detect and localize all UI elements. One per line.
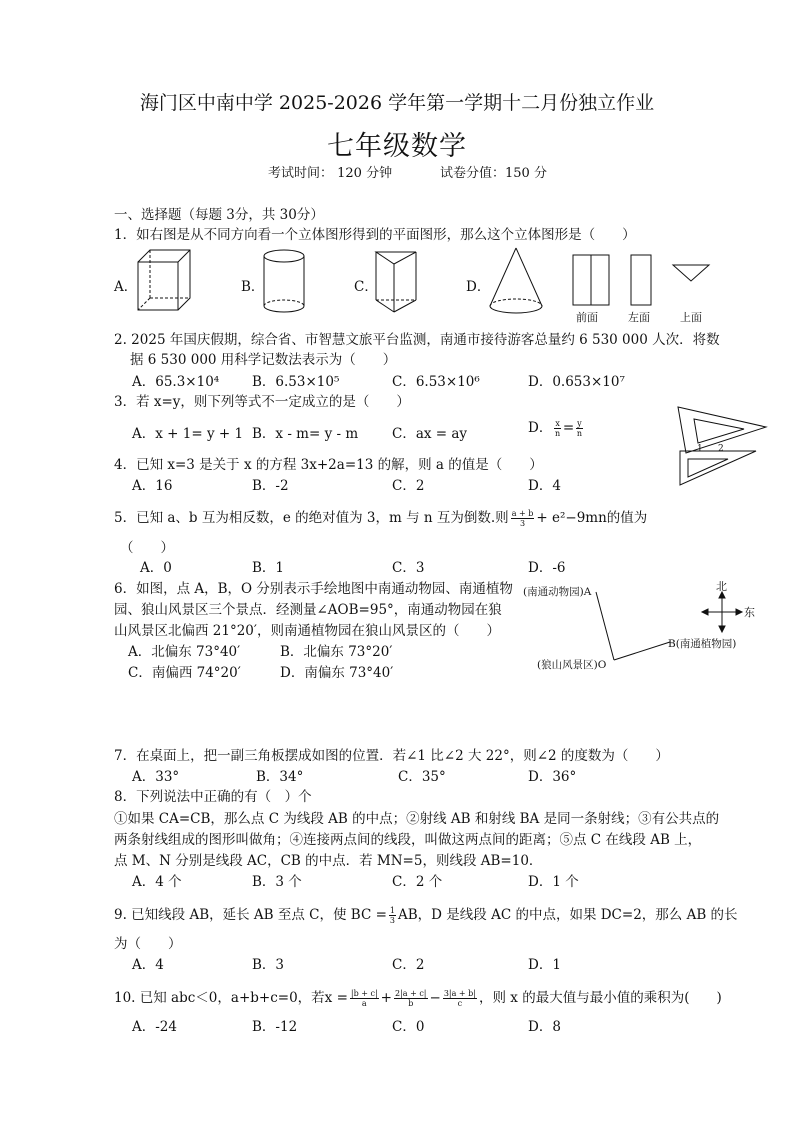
q1-option-a-label: A． bbox=[114, 279, 138, 295]
q6-line2: 园、狼山风景区三个景点．经测量∠AOB=95°，南通动物园在狼 bbox=[114, 602, 502, 618]
exam-title: 海门区中南中学 2025-2026 学年第一学期十二月份独立作业 bbox=[139, 92, 655, 114]
q5-option-c: C．3 bbox=[392, 560, 425, 576]
q5-stem-b: + e²−9mn的值为 bbox=[536, 510, 648, 526]
prism-figure bbox=[372, 248, 422, 316]
q10-stem-b: ，则 x 的最大值与最小值的乘积为( ) bbox=[479, 990, 722, 1006]
q1-option-c-label: C． bbox=[354, 279, 378, 295]
view-left-label: 左面 bbox=[628, 311, 650, 324]
three-views-figure bbox=[571, 253, 711, 307]
q10-option-c: C．0 bbox=[392, 1019, 425, 1035]
q10-option-a: A．-24 bbox=[132, 1019, 177, 1035]
q8-line1: ①如果 CA=CB，那么点 C 为线段 AB 的中点；②射线 AB 和射线 BA 是同一条射线；③有公共点的 bbox=[114, 811, 720, 827]
q5-option-b: B．1 bbox=[252, 560, 285, 576]
q10-fraction-3: $\frac{3|a + b|}{c}$ bbox=[443, 989, 476, 1008]
q10-fraction-2: $\frac{2|a + c|}{b}$ bbox=[394, 989, 427, 1008]
q8-line3: 点 M、N 分别是线段 AC，CB 的中点．若 MN=5，则线段 AB=10． bbox=[114, 853, 543, 869]
east-label: 东 bbox=[744, 606, 755, 619]
q4-option-c: C．2 bbox=[392, 478, 425, 494]
q3-d-prefix: D． bbox=[528, 420, 553, 436]
q3-stem: 3．若 x=y，则下列等式不一定成立的是（ ） bbox=[114, 394, 410, 410]
view-front-label: 前面 bbox=[576, 311, 598, 324]
q9-option-c: C．2 bbox=[392, 957, 425, 973]
q4-stem: 4．已知 x=3 是关于 x 的方程 3x+2a=13 的解，则 a 的值是（ ） bbox=[114, 457, 543, 473]
q9-stem-b: AB，D 是线段 AC 的中点，如果 DC=2，那么 AB 的长 bbox=[398, 907, 738, 923]
cube-figure bbox=[136, 248, 196, 314]
q3-option-a: A．x + 1= y + 1 bbox=[132, 426, 244, 442]
point-b-label: B(南通植物园) bbox=[668, 638, 737, 650]
q2-option-d: D．0.653×10⁷ bbox=[528, 374, 625, 390]
q5-stem-a: 5．已知 a、b 互为相反数，e 的绝对值为 3，m 与 n 互为倒数.则 bbox=[114, 510, 509, 526]
q2-line1: 2. 2025 年国庆假期，综合省、市智慧文旅平台监测，南通市接待游客总量约 6 530 000 人次．将数 bbox=[114, 332, 720, 348]
q6-option-d: D．南偏东 73°40′ bbox=[280, 665, 394, 681]
north-label: 北 bbox=[716, 580, 727, 593]
q6-option-a: A．北偏东 73°40′ bbox=[128, 644, 241, 660]
q8-option-b: B．3 个 bbox=[252, 874, 302, 890]
q8-option-d: D．1 个 bbox=[528, 874, 579, 890]
q7-option-a: A．33° bbox=[132, 769, 180, 785]
exam-score: 试卷分值：150 分 bbox=[440, 166, 547, 181]
cone-figure bbox=[488, 246, 544, 318]
q2-line2: 据 6 530 000 用科学记数法表示为（ ） bbox=[130, 352, 397, 368]
q7-stem: 7．在桌面上，把一副三角板摆成如图的位置．若∠1 比∠2 大 22°，则∠2 的度数为（ ） bbox=[114, 748, 669, 764]
q9-option-b: B．3 bbox=[252, 957, 285, 973]
q4-option-b: B．-2 bbox=[252, 478, 289, 494]
q4-option-a: A．16 bbox=[132, 478, 173, 494]
q8-stem: 8．下列说法中正确的有（ ）个 bbox=[114, 789, 312, 805]
q8-option-c: C．2 个 bbox=[392, 874, 443, 890]
q9-stem-a: 9. 已知线段 AB，延长 AB 至点 C，使 BC = bbox=[114, 907, 387, 923]
view-top-label: 上面 bbox=[680, 311, 702, 324]
q3-option-c: C．ax = ay bbox=[392, 426, 468, 442]
map-figure bbox=[594, 590, 674, 662]
q4-option-d: D．4 bbox=[528, 478, 561, 494]
q5-fraction: $\frac{a + b}{3}$ bbox=[511, 509, 534, 528]
exam-subject: 七年级数学 bbox=[327, 131, 467, 162]
q6-line3: 山风景区北偏西 21°20′，则南通植物园在狼山风景区的（ ） bbox=[114, 623, 500, 639]
point-o-label: (狼山风景区)O bbox=[537, 659, 607, 671]
q2-option-b: B．6.53×10⁵ bbox=[252, 374, 340, 390]
q10-plus: + bbox=[380, 990, 392, 1006]
q10-stem bbox=[114, 986, 722, 1008]
q8-line2: 两条射线组成的图形叫做角；④连接两点间的线段，叫做这两点间的距离；⑤点 C 在线段 AB 上， bbox=[114, 832, 702, 848]
angle-1-label: 1 bbox=[697, 444, 703, 454]
q5-stem bbox=[114, 506, 647, 528]
q6-option-b: B．北偏东 73°20′ bbox=[280, 644, 393, 660]
q1-stem: 1．如右图是从不同方向看一个立体图形得到的平面图形，那么这个立体图形是（ ） bbox=[114, 227, 636, 243]
cylinder-figure bbox=[262, 248, 308, 316]
q9-fraction: $\frac{1}{3}$ bbox=[389, 906, 395, 925]
q9-option-d: D．1 bbox=[528, 957, 561, 973]
q10-fraction-1: $\frac{|b + c|}{a}$ bbox=[350, 989, 378, 1008]
compass-icon bbox=[702, 592, 742, 632]
q3-option-b: B．x - m= y - m bbox=[252, 426, 359, 442]
q8-option-a: A．4 个 bbox=[132, 874, 182, 890]
q9-stem bbox=[114, 903, 738, 925]
q5-option-d: D．-6 bbox=[528, 560, 566, 576]
q10-minus: − bbox=[429, 990, 441, 1006]
q3-option-d bbox=[528, 416, 585, 438]
q10-stem-a: 10. 已知 abc＜0，a+b+c=0，若x = bbox=[114, 990, 348, 1006]
q7-option-c: C．35° bbox=[398, 769, 446, 785]
q6-line1: 6．如图，点 A，B，O 分别表示手绘地图中南通动物园、南通植物 bbox=[114, 581, 513, 597]
q7-option-b: B．34° bbox=[256, 769, 304, 785]
q5-option-a: A．0 bbox=[140, 560, 172, 576]
exam-time: 考试时间： 120 分钟 bbox=[268, 166, 393, 181]
q5-paren: （ ） bbox=[120, 540, 174, 556]
q9-line2: 为（ ） bbox=[114, 936, 182, 952]
q6-option-c: C．南偏西 74°20′ bbox=[128, 665, 241, 681]
q3-d-eq: = bbox=[562, 420, 575, 436]
q7-option-d: D．36° bbox=[528, 769, 577, 785]
q1-option-d-label: D． bbox=[466, 279, 491, 295]
section-heading: 一、选择题（每题 3分，共 30分） bbox=[114, 207, 324, 223]
q10-option-d: D．8 bbox=[528, 1019, 561, 1035]
point-a-label: (南通动物园)A bbox=[523, 586, 592, 598]
q9-option-a: A．4 bbox=[132, 957, 164, 973]
q1-option-b-label: B． bbox=[241, 279, 265, 295]
q2-option-a: A．65.3×10⁴ bbox=[132, 374, 220, 390]
q3-d-frac-y: $\frac{y}{n}$ bbox=[576, 419, 582, 438]
q10-option-b: B．-12 bbox=[252, 1019, 298, 1035]
q2-option-c: C．6.53×10⁶ bbox=[392, 374, 480, 390]
q3-d-frac-x: $\frac{x}{n}$ bbox=[555, 419, 561, 438]
angle-2-label: 2 bbox=[718, 444, 724, 454]
